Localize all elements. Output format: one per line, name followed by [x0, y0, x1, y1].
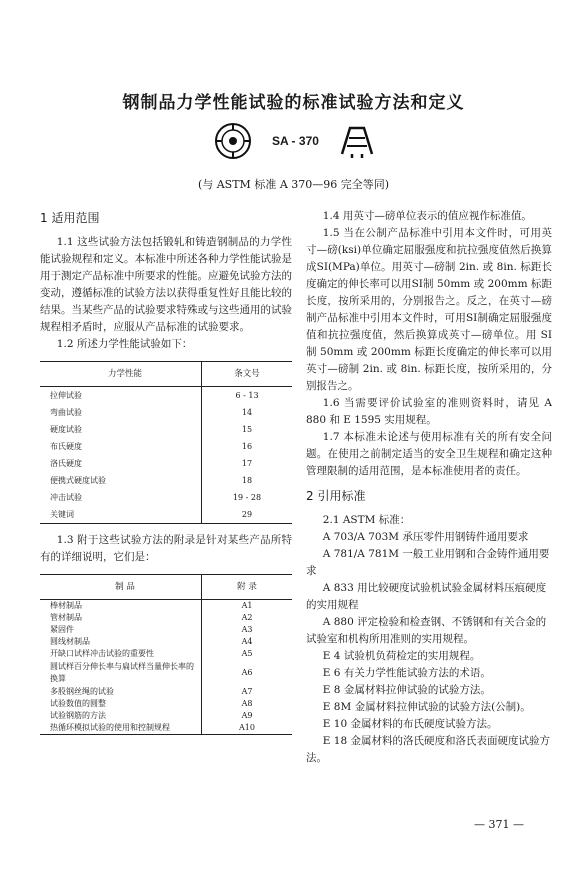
annex-table	[40, 574, 292, 735]
table-header-product: 制 品	[40, 575, 202, 600]
table-row	[40, 600, 292, 613]
table-cell: 14	[202, 404, 293, 421]
table-row	[40, 387, 292, 405]
page-number: — 371 —	[474, 818, 524, 831]
table-cell: A4	[202, 636, 293, 648]
table-cell: 关键词	[50, 510, 74, 519]
table-row	[40, 648, 292, 660]
properties-table	[40, 361, 292, 524]
table-cell: 弯曲试验	[50, 408, 82, 417]
table-cell: 试验钢筋的方法	[50, 711, 106, 720]
reference-item: A 833 用比较硬度试验机试验金属材料压痕硬度的实用规程	[306, 582, 547, 611]
table-row	[40, 698, 292, 710]
table-row	[40, 472, 292, 489]
paragraph-1-6: 1.6 当需要评价试验室的准则资料时，请见 A 880 和 E 1595 实用规程。	[306, 397, 552, 426]
table-cell: 17	[202, 455, 293, 472]
table-row	[40, 455, 292, 472]
table-cell: A3	[202, 624, 293, 636]
table-row	[40, 660, 292, 686]
table-row	[40, 612, 292, 624]
table-row	[40, 506, 292, 524]
table-cell: A9	[202, 710, 293, 722]
table-cell: 29	[202, 506, 293, 524]
seal-logo-icon	[214, 122, 252, 160]
table-cell: A6	[202, 660, 293, 686]
table-header-clause: 条文号	[202, 362, 293, 387]
table-cell: 多股钢丝绳的试验	[50, 687, 114, 696]
paragraph-1-4: 1.4 用英寸—磅单位表示的值应视作标准值。	[322, 210, 532, 222]
table-row	[40, 624, 292, 636]
right-column	[306, 208, 552, 767]
reference-item: A 880 评定检验和检查钢、不锈钢和有关合金的试验室和机构所用准则的实用规程。	[306, 616, 547, 645]
reference-item: E 4 试验机负荷检定的实用规程。	[322, 650, 481, 662]
left-column	[40, 208, 292, 743]
reference-item: E 8 金属材料拉伸试验的试验方法。	[322, 684, 491, 696]
paragraph-2-1: 2.1 ASTM 标准：	[322, 514, 411, 526]
table-cell: A10	[202, 722, 293, 735]
table-cell: 拉伸试验	[50, 391, 82, 400]
paragraph-1-3: 1.3 附于这些试验方法的附录是针对某些产品所特有的详细说明，它们是：	[40, 534, 292, 563]
standard-code: SA - 370	[272, 134, 319, 148]
table-row	[40, 636, 292, 648]
table-cell: 16	[202, 438, 293, 455]
table-cell: 热循环模拟试验的使用和控制规程	[50, 723, 170, 732]
table-row	[40, 404, 292, 421]
paragraph-1-2: 1.2 所述力学性能试验如下：	[56, 338, 193, 350]
paragraph-1-5: 1.5 当在公制产品标准中引用本文件时，可用英寸—磅(ksi)单位确定屈服强度和抗拉强度值然后换算成SI(MPa)单位。用英寸—磅制 2in. 或 8in. 标距长度确定的伸长率可以用SI制 50mm 或 200mm 标距长度，按所采用的，分别报告之。反之，在英寸—磅制产品标准中引用本文件时，可用SI制确定屈服强度值和抗拉强度值，然后换算成英寸—磅单位。用 SI 制 50mm 或 200mm 标距长度确定的伸长率可以用英寸—磅制 2in. 或 8in. 标距长度，按所采用的，分别报告之。	[306, 227, 552, 392]
table-header-annex: 附 录	[202, 575, 293, 600]
table-row	[40, 438, 292, 455]
table-cell: 圆线材制品	[50, 637, 90, 646]
section-1-heading: 1 适用范围	[40, 211, 100, 225]
table-cell: 19 - 28	[202, 489, 293, 506]
document-title: 钢制品力学性能试验的标准试验方法和定义	[122, 93, 465, 113]
subtitle: (与 ASTM 标准 A 370—96 完全等同)	[197, 178, 390, 191]
reference-item: E 18 金属材料的洛氏硬度和洛氏表面硬度试验方法。	[306, 735, 550, 764]
table-cell: A1	[202, 600, 293, 613]
logo-row	[0, 122, 587, 162]
paragraph-1-7: 1.7 本标准未论述与使用标准有关的所有安全问题。在使用之前制定适当的安全卫生规程和确定这种管理限制的适用范围，是本标准使用者的责任。	[306, 431, 552, 477]
astm-logo-icon	[340, 124, 374, 160]
table-row	[40, 722, 292, 735]
table-cell: A7	[202, 686, 293, 698]
table-cell: 紧固件	[50, 625, 74, 634]
table-cell: 管材制品	[50, 613, 82, 622]
table-cell: A2	[202, 612, 293, 624]
table-cell: A8	[202, 698, 293, 710]
table-cell: 开缺口试样冲击试验的重要性	[50, 649, 154, 658]
table-cell: 15	[202, 421, 293, 438]
table-cell: 硬度试验	[50, 425, 82, 434]
table-cell: 棒材制品	[50, 601, 82, 610]
table-cell: 18	[202, 472, 293, 489]
reference-item: E 8M 金属材料拉伸试验的试验方法(公制)。	[322, 701, 531, 713]
paragraph-1-1: 1.1 这些试验方法包括锻轧和铸造钢制品的力学性能试验规程和定义。本标准中所述各种力学性能试验是用于测定产品标准中所要求的性能。应避免试验方法的变动，遵循标准的试验方法以获得重复性好且能比较的结果。当某些产品的试验要求特殊或与这些通用的试验规程相矛盾时，应服从产品标准的试验要求。	[40, 236, 292, 333]
reference-item: A 781/A 781M 一般工业用钢和合金铸件通用要求	[306, 548, 550, 577]
table-cell: 便携式硬度试验	[50, 476, 106, 485]
table-row	[40, 686, 292, 698]
table-cell: 冲击试验	[50, 493, 82, 502]
table-cell: 圆试样百分伸长率与扁试样当量伸长率的换算	[50, 662, 194, 683]
table-row	[40, 489, 292, 506]
reference-item: E 10 金属材料的布氏硬度试验方法。	[322, 718, 498, 730]
table-row	[40, 421, 292, 438]
table-cell: 试验数值的圆整	[50, 699, 106, 708]
table-cell: 洛氏硬度	[50, 459, 82, 468]
table-cell: A5	[202, 648, 293, 660]
table-cell: 6 - 13	[202, 387, 293, 405]
reference-item: A 703/A 703M 承压零件用钢铸件通用要求	[322, 531, 529, 543]
section-2-heading: 2 引用标准	[306, 489, 366, 503]
table-cell: 布氏硬度	[50, 442, 82, 451]
table-row	[40, 710, 292, 722]
table-header-property: 力学性能	[40, 362, 202, 387]
reference-item: E 6 有关力学性能试验方法的术语。	[322, 667, 491, 679]
